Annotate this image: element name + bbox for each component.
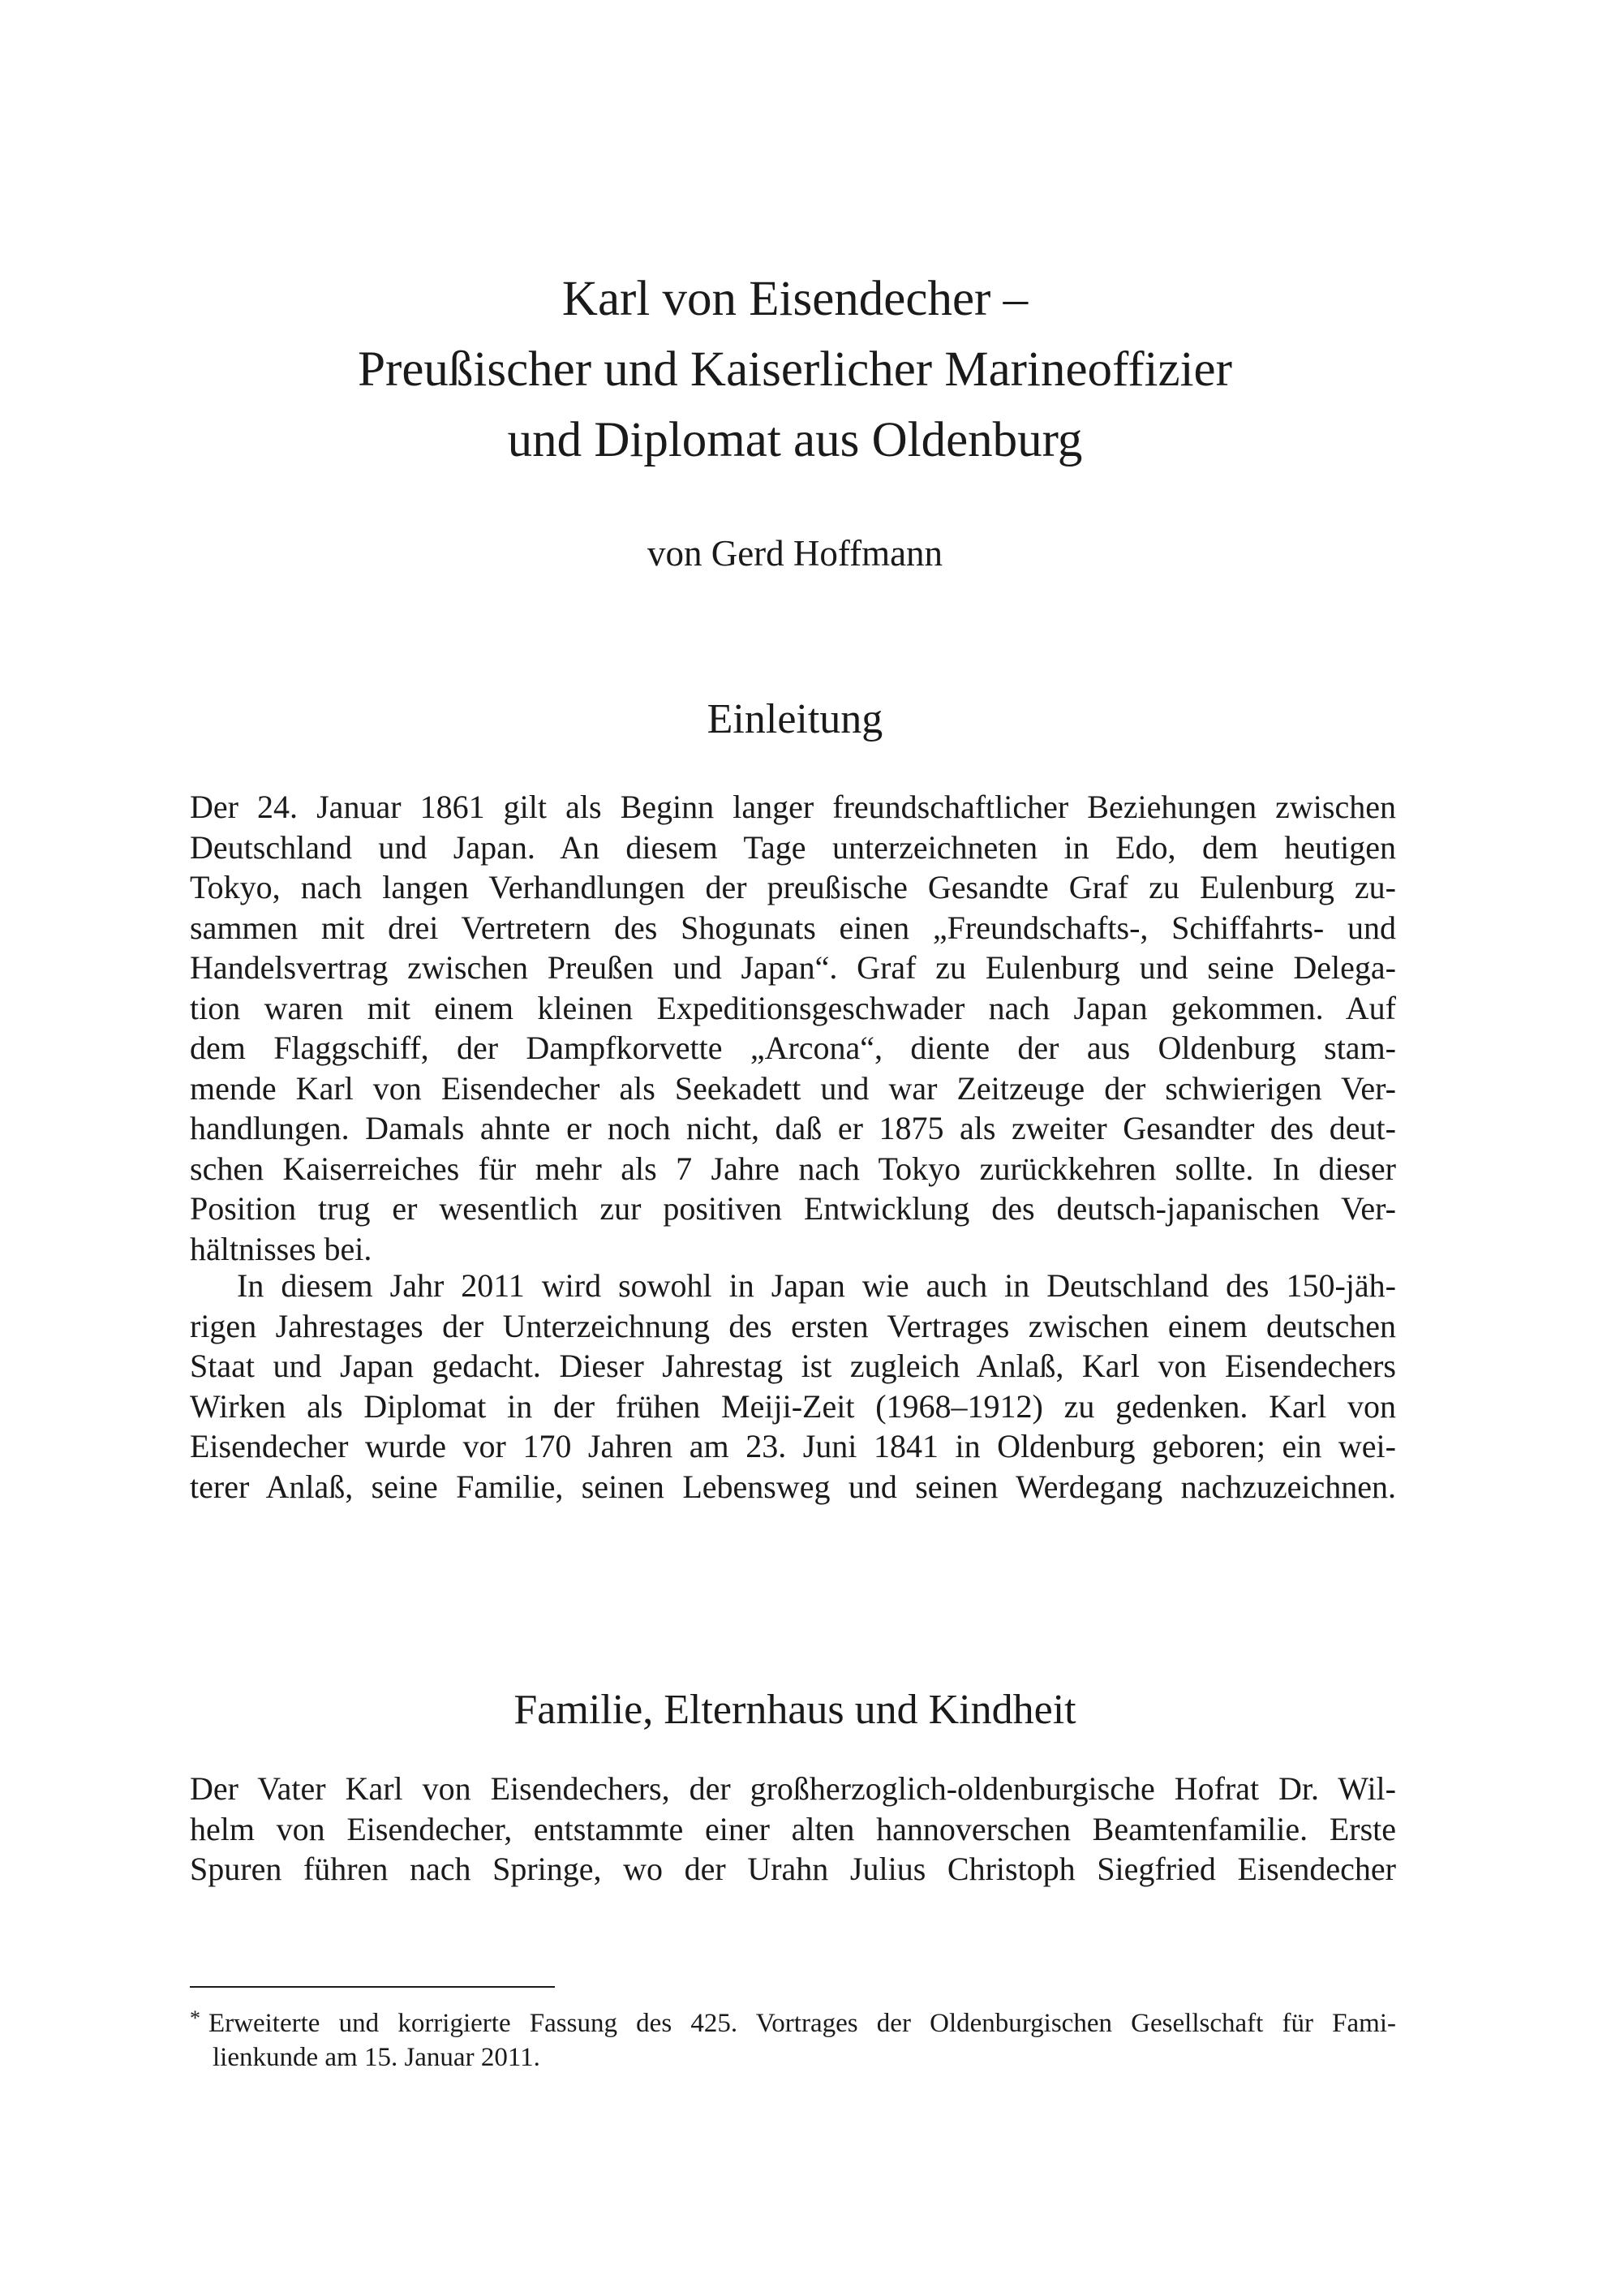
- text-line: Eisendecher wurde vor 170 Jahren am 23. Juni 1841 in Oldenburg geboren; ein wei-: [190, 1428, 1396, 1464]
- footnote: [190, 2006, 1396, 2075]
- paragraph-family-1: [190, 1769, 1396, 1890]
- footnote-line: [190, 2006, 1396, 2040]
- text-line: tion waren mit einem kleinen Expeditionsgeschwader nach Japan gekommen. Auf: [190, 989, 1396, 1026]
- text-line: In diesem Jahr 2011 wird sowohl in Japan wie auch in Deutschland des 150-jäh-: [237, 1267, 1396, 1304]
- text-line: rigen Jahrestages der Unterzeichnung des ersten Vertrages zwischen einem deutschen: [190, 1307, 1396, 1344]
- footnote-text: Erweiterte und korrigierte Fassung des 425. Vortrages der Oldenburgischen Gesellschaft für Fami-: [208, 2009, 1396, 2038]
- text-line: Deutschland und Japan. An diesem Tage unterzeichneten in Edo, dem heutigen: [190, 828, 1396, 866]
- text-line: hältnisses bei.: [190, 1230, 372, 1267]
- text-line: Der 24. Januar 1861 gilt als Beginn langer freundschaftlicher Beziehungen zwischen: [190, 789, 1396, 825]
- text-line: Handelsvertrag zwischen Preußen und Japan“. Graf zu Eulenburg und seine Delega-: [190, 949, 1396, 986]
- paragraph-introduction-1: [190, 787, 1396, 1269]
- text-line: Tokyo, nach langen Verhandlungen der preußische Gesandte Graf zu Eulenburg zu-: [190, 869, 1396, 905]
- section-heading-family: Familie, Elternhaus und Kindheit: [513, 1687, 1076, 1733]
- text-line: Position trug er wesentlich zur positiven Entwicklung des deutsch-japanischen Ver-: [190, 1190, 1396, 1227]
- title-line-2: Preußischer und Kaiserlicher Marineoffizier: [358, 342, 1232, 397]
- text-line: Wirken als Diplomat in der frühen Meiji-Zeit (1968–1912) zu gedenken. Karl von: [190, 1387, 1396, 1425]
- text-line: Der Vater Karl von Eisendechers, der großherzoglich-oldenburgische Hofrat Dr. Wil-: [190, 1770, 1396, 1807]
- title-line-3: und Diplomat aus Oldenburg: [507, 413, 1083, 467]
- text-line: dem Flaggschiff, der Dampfkorvette „Arcona“, diente der aus Oldenburg stam-: [190, 1030, 1396, 1066]
- article-title: [162, 264, 1428, 475]
- text-line: helm von Eisendecher, entstammte einer alten hannoverschen Beamtenfamilie. Erste: [190, 1810, 1396, 1847]
- text-line: Spuren führen nach Springe, wo der Urahn Julius Christoph Siegfried Eisendecher: [190, 1851, 1396, 1887]
- author-byline: von Gerd Hoffmann: [647, 533, 943, 574]
- title-line-1: Karl von Eisendecher –: [561, 272, 1029, 326]
- paragraph-introduction-2: [190, 1266, 1396, 1507]
- text-line: Staat und Japan gedacht. Dieser Jahrestag ist zugleich Anlaß, Karl von Eisendechers: [190, 1348, 1396, 1384]
- footnote-marker: *: [190, 2006, 200, 2030]
- footnote-divider: [190, 1986, 555, 1988]
- text-line: mende Karl von Eisendecher als Seekadett und war Zeitzeuge der schwierigen Ver-: [190, 1069, 1396, 1107]
- footnote-line: lienkunde am 15. Januar 2011.: [213, 2043, 540, 2072]
- text-line: handlungen. Damals ahnte er noch nicht, daß er 1875 als zweiter Gesandter des deut-: [190, 1110, 1396, 1146]
- text-line: terer Anlaß, seine Familie, seinen Lebensweg und seinen Werdegang nachzuzeichnen.: [190, 1468, 1396, 1505]
- section-heading-introduction: Einleitung: [707, 696, 883, 742]
- text-line: sammen mit drei Vertretern des Shogunats einen „Freundschafts-, Schiffahrts- und: [190, 909, 1396, 946]
- text-line: schen Kaiserreiches für mehr als 7 Jahre nach Tokyo zurückkehren sollte. In dieser: [190, 1150, 1396, 1187]
